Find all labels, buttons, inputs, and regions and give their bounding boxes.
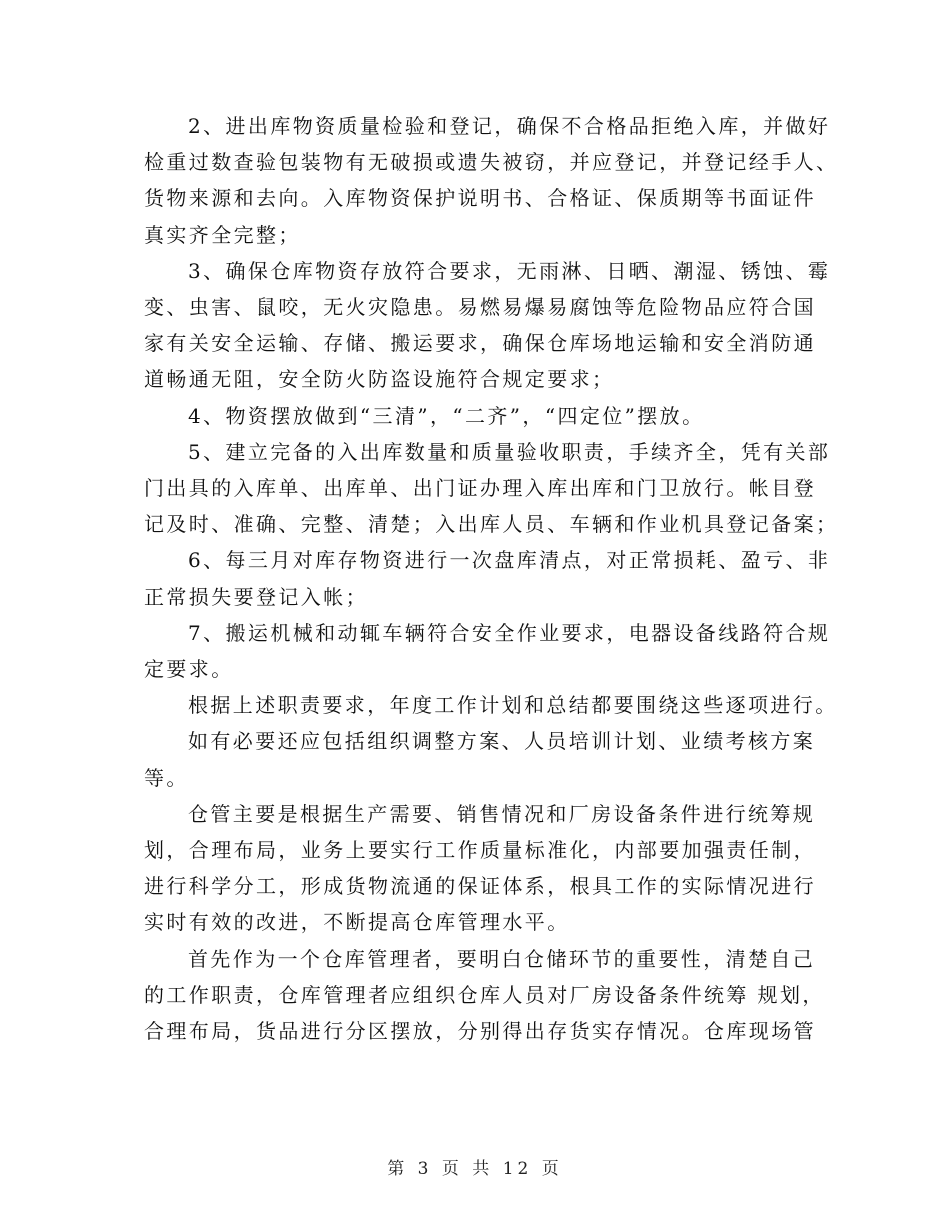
text-line: 实时有效的改进，不断提高仓库管理水平。 bbox=[144, 910, 570, 935]
text-line: 货物来源和去向。入库物资保护说明书、合格证、保质期等书面证件 bbox=[144, 186, 816, 211]
text-line: 的工作职责，仓库管理者应组织仓库人员对厂房设备条件统筹 规划， bbox=[144, 982, 825, 1007]
text-line: 2、进出库物资质量检验和登记，确保不合格品拒绝入库，并做好 bbox=[188, 114, 831, 138]
text-line: 合理布局，货品进行分区摆放，分别得出存货实存情况。仓库现场管 bbox=[144, 1019, 816, 1044]
text-line: 6、每三月对库存物资进行一次盘库清点，对正常损耗、盈亏、非 bbox=[188, 548, 831, 573]
page-number-footer: 第 3 页 共 12 页 bbox=[387, 1159, 563, 1179]
paragraph bbox=[144, 108, 839, 253]
paragraph bbox=[144, 796, 816, 941]
paragraph bbox=[144, 542, 831, 614]
text-line: 5、建立完备的入出库数量和质量验收职责，手续齐全，凭有关部 bbox=[188, 439, 831, 464]
text-line: 进行科学分工，形成货物流通的保证体系，根具工作的实际情况进行 bbox=[144, 874, 816, 899]
text-line: 家有关安全运输、存储、搬运要求，确保仓库场地运输和安全消防通 bbox=[144, 331, 816, 356]
text-line: 变、虫害、鼠咬，无火灾隐患。易燃易爆易腐蚀等危险物品应符合国 bbox=[144, 295, 816, 320]
paragraph bbox=[144, 941, 825, 1050]
text-line: 首先作为一个仓库管理者，要明白仓储环节的重要性，清楚自己 bbox=[188, 946, 816, 971]
document-body bbox=[144, 108, 839, 1049]
paragraph bbox=[144, 687, 838, 723]
paragraph bbox=[144, 615, 831, 687]
text-line: 记及时、准确、完整、清楚；入出库人员、车辆和作业机具登记备案； bbox=[144, 512, 839, 537]
text-line: 等。 bbox=[144, 765, 189, 790]
text-line: 仓管主要是根据生产需要、销售情况和厂房设备条件进行统筹规 bbox=[188, 801, 816, 826]
text-line: 根据上述职责要求，年度工作计划和总结都要围绕这些逐项进行。 bbox=[188, 693, 838, 718]
text-line: 7、搬运机械和动辄车辆符合安全作业要求，电器设备线路符合规 bbox=[188, 620, 831, 645]
text-line: 真实齐全完整； bbox=[144, 222, 301, 247]
paragraph bbox=[144, 434, 839, 543]
text-line: 正常损失要登记入帐； bbox=[144, 584, 368, 609]
text-line: 门出具的入库单、出库单、出门证办理入库出库和门卫放行。帐目登 bbox=[144, 476, 816, 501]
text-line: 定要求。 bbox=[144, 657, 234, 682]
text-line: 划，合理布局，业务上要实行工作质量标准化，内部要加强责任制， bbox=[144, 838, 816, 863]
paragraph bbox=[144, 398, 812, 434]
paragraph bbox=[144, 723, 816, 795]
text-line: 3、确保仓库物资存放符合要求，无雨淋、日晒、潮湿、锈蚀、霉 bbox=[188, 258, 831, 283]
text-line: 检重过数查验包装物有无破损或遗失被窃，并应登记，并登记经手人、 bbox=[144, 150, 839, 175]
text-line: 如有必要还应包括组织调整方案、人员培训计划、业绩考核方案 bbox=[188, 729, 816, 754]
paragraph bbox=[144, 253, 831, 398]
text-line: 4、物资摆放做到“三清”，“二齐”，“四定位”摆放。 bbox=[188, 403, 705, 428]
text-line: 道畅通无阻，安全防火防盗设施符合规定要求； bbox=[144, 367, 615, 392]
